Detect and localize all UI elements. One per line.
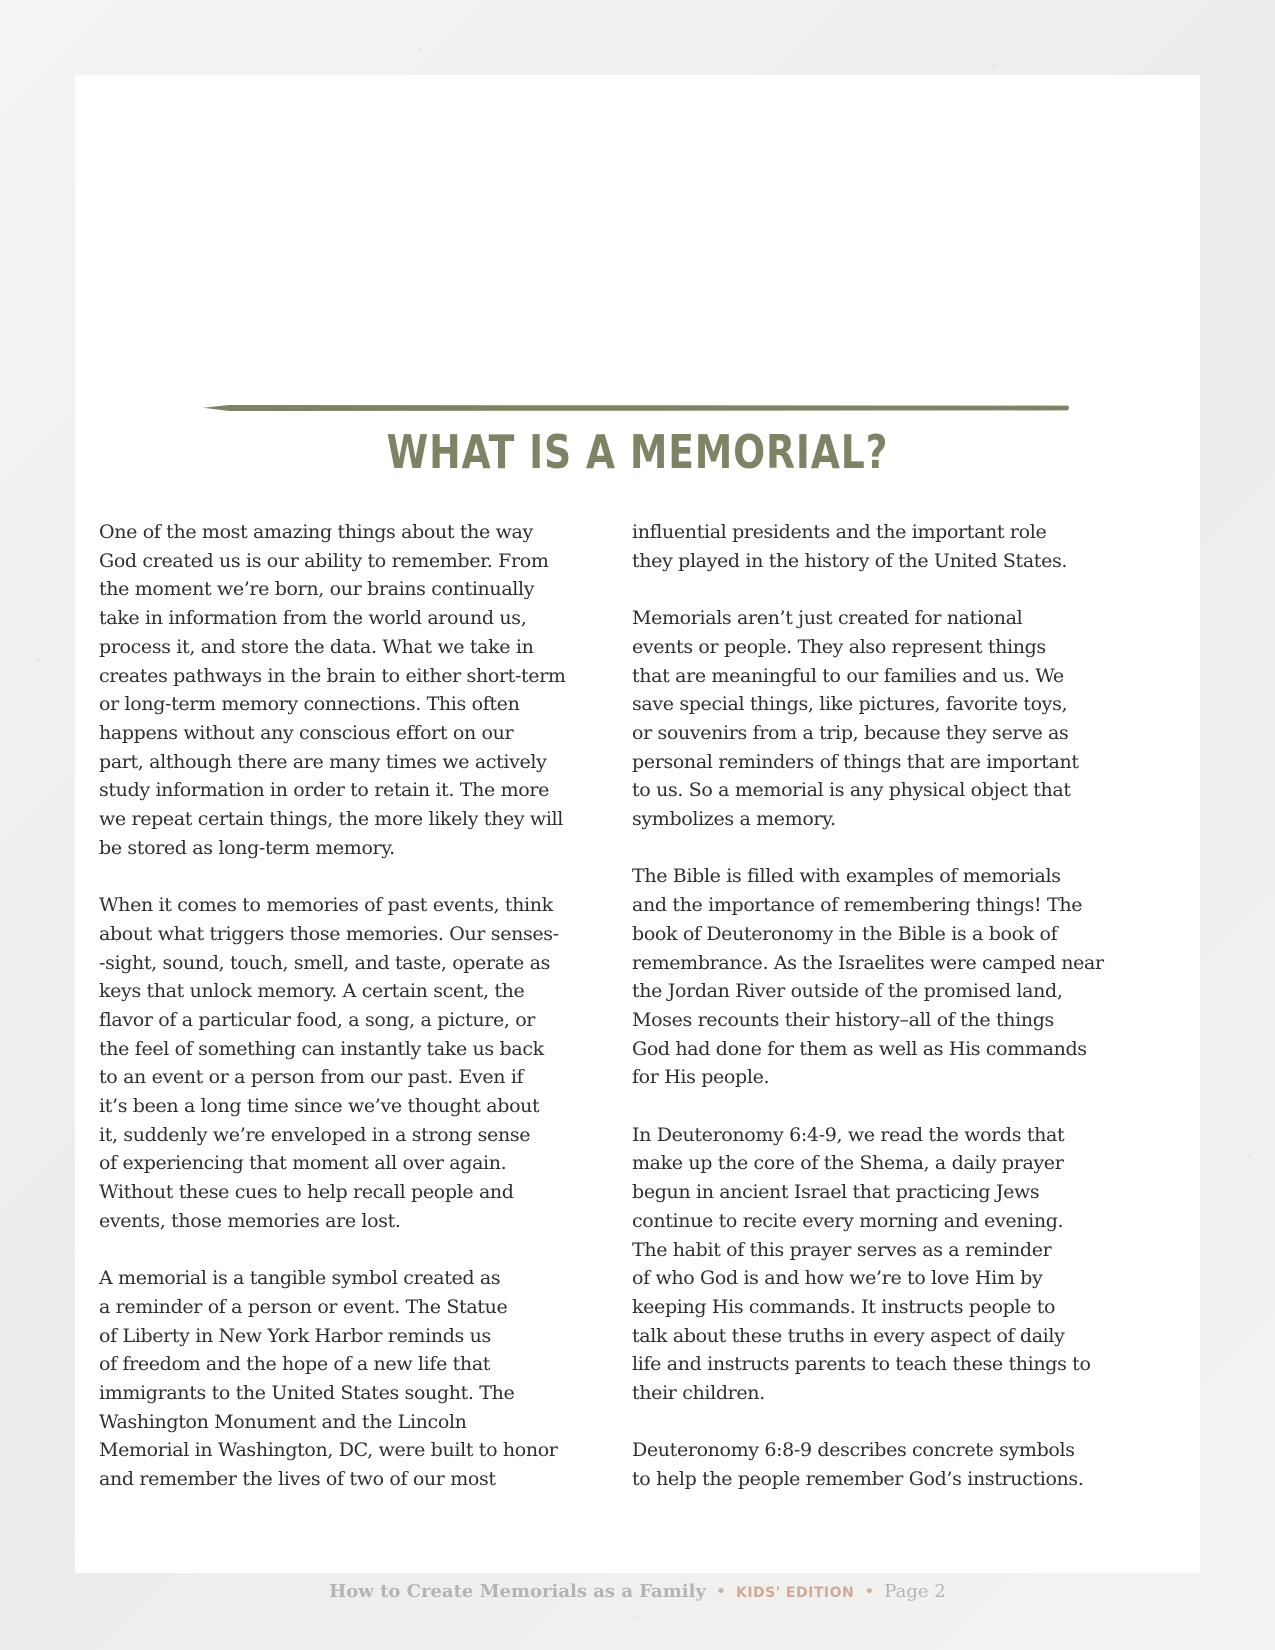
text-line: life and instructs parents to teach these things to [632,1353,1091,1376]
footer-edition-label: KIDS' EDITION [736,1585,855,1601]
text-line: the Jordan River outside of the promised land, [632,980,1063,1003]
text-line: a reminder of a person or event. The Statue [99,1295,508,1318]
text-line: remembrance. As the Israelites were camped near [632,951,1104,974]
text-line: take in information from the world around us, [99,607,527,630]
text-line: of Liberty in New York Harbor reminds us [99,1324,491,1347]
text-line: The Bible is filled with examples of memorials [632,865,1061,888]
text-line: A memorial is a tangible symbol created as [99,1267,501,1290]
text-line: and remember the lives of two of our most [99,1468,496,1491]
paragraph-gap [632,1408,1122,1437]
text-line: symbolizes a memory. [632,808,836,831]
text-line: Memorial in Washington, DC, were built to honor [99,1439,558,1462]
text-line: Without these cues to help recall people and [99,1181,514,1204]
text-line: talk about these truths in every aspect of daily [632,1324,1065,1347]
text-line: immigrants to the United States sought. The [99,1382,515,1405]
text-line: In Deuteronomy 6:4-9, we read the words that [632,1123,1065,1146]
text-line: study information in order to retain it. The more [99,779,549,802]
text-line: about what triggers those memories. Our senses- [99,922,559,945]
text-line: the feel of something can instantly take us back [99,1037,544,1060]
text-line: to help the people remember God’s instructions. [632,1468,1084,1491]
text-line: Deuteronomy 6:8-9 describes concrete symbols [632,1439,1075,1462]
page-title: WHAT IS A MEMORIAL? [386,425,889,479]
text-line: be stored as long-term memory. [99,836,395,859]
text-line: -sight, sound, touch, smell, and taste, operate as [99,951,550,974]
paragraph-gap [99,862,589,891]
footer-page-number: Page 2 [884,1581,946,1602]
text-line: and the importance of remembering things! The [632,894,1083,917]
text-line: process it, and store the data. What we take in [99,635,534,658]
text-line: Washington Monument and the Lincoln [99,1410,467,1433]
text-line: God had done for them as well as His commands [632,1037,1087,1060]
text-line: continue to recite every morning and evening. [632,1209,1064,1232]
text-line: events or people. They also represent things [632,635,1046,658]
text-line: personal reminders of things that are important [632,750,1079,773]
text-line: The habit of this prayer serves as a reminder [632,1238,1052,1261]
text-line: Moses recounts their history–all of the things [632,1008,1054,1031]
text-line: for His people. [632,1066,770,1089]
text-line: make up the core of the Shema, a daily prayer [632,1152,1064,1175]
text-line: God created us is our ability to remember. From [99,549,549,572]
left-text-column [99,518,589,1494]
text-line: happens without any conscious effort on our [99,721,514,744]
text-line: that are meaningful to our families and us. We [632,664,1064,687]
text-line: part, although there are many times we actively [99,750,547,773]
text-line: events, those memories are lost. [99,1209,401,1232]
text-line: flavor of a particular food, a song, a picture, or [99,1008,536,1031]
page-sheet [75,75,1200,1573]
paragraph-gap [632,834,1122,863]
paragraph-gap [99,1236,589,1265]
footer-separator: • [863,1581,875,1602]
text-line: creates pathways in the brain to either short-term [99,664,566,687]
text-line: One of the most amazing things about the way [99,521,533,543]
title-divider-rule [203,405,1069,411]
text-line: the moment we’re born, our brains continually [99,578,535,601]
text-line: keeping His commands. It instructs people to [632,1295,1056,1318]
text-line: book of Deuteronomy in the Bible is a book of [632,922,1058,945]
text-line: it’s been a long time since we’ve thought about [99,1095,540,1118]
text-line: they played in the history of the United States. [632,549,1068,572]
text-line: influential presidents and the important role [632,521,1047,543]
text-line: it, suddenly we’re enveloped in a strong sense [99,1123,531,1146]
right-text-column [632,518,1122,1494]
text-line: to an event or a person from our past. Even if [99,1066,524,1089]
text-line: to us. So a memorial is any physical object that [632,779,1071,802]
footer-book-title: How to Create Memorials as a Family [329,1581,706,1602]
text-line: Memorials aren’t just created for national [632,607,1023,630]
text-line: begun in ancient Israel that practicing Jews [632,1181,1040,1204]
text-line: save special things, like pictures, favorite toys, [632,693,1068,716]
text-line: of who God is and how we’re to love Him by [632,1267,1043,1290]
page-footer [0,1581,1275,1602]
text-line: their children. [632,1382,765,1405]
text-line: or long-term memory connections. This often [99,693,520,716]
text-line: of experiencing that moment all over again. [99,1152,507,1175]
text-line: of freedom and the hope of a new life that [99,1353,491,1376]
paragraph-gap [632,575,1122,604]
text-line: we repeat certain things, the more likely they will [99,808,564,831]
text-line: keys that unlock memory. A certain scent, the [99,980,525,1003]
text-line: or souvenirs from a trip, because they serve as [632,721,1069,744]
footer-separator: • [715,1581,727,1602]
paragraph-gap [632,1092,1122,1121]
header-blank-area [75,75,1200,395]
text-line: When it comes to memories of past events, think [99,894,553,917]
